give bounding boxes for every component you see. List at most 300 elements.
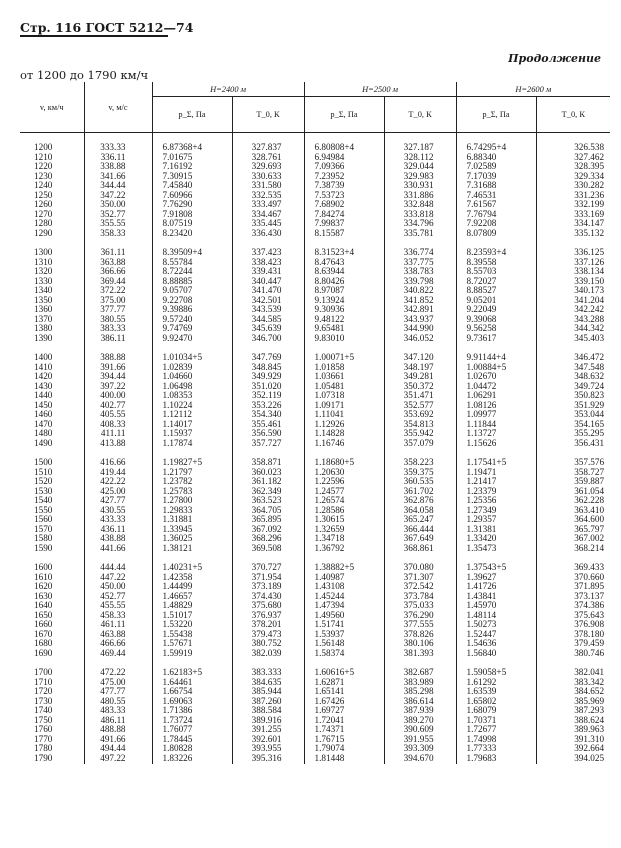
cell-speed-ms: 411.11 [84,429,152,439]
cell-pressure-h2500: 1.24577 [304,487,384,497]
group-header-h2400: H=2400 м [152,82,304,97]
cell-speed-ms: 469.44 [84,649,152,659]
cell-speed-kmh: 1580 [34,533,53,544]
cell-pressure-h2500: 1.49560 [304,611,384,621]
cell-speed-kmh: 1260 [34,199,53,210]
cell-pressure-h2500: 1.01858 [304,363,384,373]
cell-temp-h2600: 326.538 [536,133,610,153]
col-header-pressure: p_Σ, Па [152,97,232,133]
cell-pressure-h2600: 1.70371 [456,716,536,726]
cell-pressure-h2500: 7.99837 [304,219,384,229]
cell-temp-h2500: 367.649 [384,534,456,544]
cell-speed-ms: 422.22 [84,477,152,487]
cell-pressure-h2400: 1.04660 [152,372,232,382]
cell-pressure-h2600: 1.45970 [456,601,536,611]
cell-temp-h2400: 375.680 [232,601,304,611]
cell-speed-kmh: 1200 [34,142,53,152]
spacer-cell [20,554,84,564]
cell-temp-h2600: 351.929 [536,401,610,411]
cell-pressure-h2400: 1.21797 [152,468,232,478]
cell-pressure-h2400: 9.57240 [152,315,232,325]
cell-temp-h2400: 338.423 [232,258,304,268]
cell-temp-h2500: 366.444 [384,525,456,535]
cell-pressure-h2600: 1.39627 [456,573,536,583]
cell-temp-h2500: 375.033 [384,601,456,611]
cell-pressure-h2500: 1.47394 [304,601,384,611]
cell-speed-ms: 475.00 [84,678,152,688]
table-body [20,133,610,764]
cell-pressure-h2500: 9.83010 [304,334,384,344]
cell-pressure-h2400: 7.76290 [152,200,232,210]
cell-pressure-h2500: 1.53937 [304,630,384,640]
cell-temp-h2500: 330.931 [384,181,456,191]
cell-pressure-h2600: 1.56840 [456,649,536,659]
cell-speed-kmh: 1750 [34,714,53,725]
cell-speed-kmh: 1370 [34,313,53,324]
col-header-temperature: T_0, К [536,97,610,133]
cell-speed-kmh: 1220 [34,161,53,172]
cell-speed-ms: 488.88 [84,725,152,735]
group-header-h2600: H=2600 м [456,82,610,97]
cell-pressure-h2400: 1.36025 [152,534,232,544]
cell-pressure-h2500: 7.84274 [304,210,384,220]
cell-pressure-h2400: 1.25783 [152,487,232,497]
cell-speed-ms: 438.88 [84,534,152,544]
cell-pressure-h2500: 7.38739 [304,181,384,191]
page-header [20,20,193,35]
cell-speed-ms: 477.77 [84,687,152,697]
cell-temp-h2600: 329.334 [536,172,610,182]
cell-pressure-h2600: 1.35473 [456,544,536,554]
cell-pressure-h2400: 1.53220 [152,620,232,630]
cell-temp-h2400: 365.895 [232,515,304,525]
cell-temp-h2500: 348.197 [384,363,456,373]
cell-pressure-h2600: 1.37543+5 [456,563,536,573]
cell-temp-h2500: 359.375 [384,468,456,478]
cell-temp-h2400: 382.039 [232,649,304,659]
cell-temp-h2400: 344.585 [232,315,304,325]
cell-pressure-h2500: 7.09366 [304,162,384,172]
cell-temp-h2500: 336.774 [384,248,456,258]
cell-pressure-h2600: 1.04472 [456,382,536,392]
cell-temp-h2400: 336.430 [232,229,304,239]
cell-speed-ms: 483.33 [84,706,152,716]
cell-speed-kmh: 1730 [34,695,53,706]
cell-pressure-h2500: 1.58374 [304,649,384,659]
cell-temp-h2600: 373.137 [536,592,610,602]
cell-pressure-h2400: 1.10224 [152,401,232,411]
cell-temp-h2400: 355.461 [232,420,304,430]
cell-pressure-h2500: 1.14828 [304,429,384,439]
cell-pressure-h2500: 8.80426 [304,277,384,287]
cell-temp-h2400: 395.316 [232,754,304,764]
cell-pressure-h2600: 1.65802 [456,697,536,707]
cell-temp-h2500: 350.372 [384,382,456,392]
cell-pressure-h2400: 1.80828 [152,744,232,754]
page-label: Стр. 116 ГОСТ 5212—74 [20,20,194,35]
cell-temp-h2600: 362.228 [536,496,610,506]
cell-pressure-h2600: 1.43841 [456,592,536,602]
cell-speed-kmh: 1550 [34,504,53,515]
cell-temp-h2400: 378.201 [232,620,304,630]
cell-temp-h2600: 392.664 [536,744,610,754]
cell-pressure-h2500: 1.45244 [304,592,384,602]
speed-range-label: от 1200 до 1790 км/ч [20,68,149,82]
cell-temp-h2600: 380.746 [536,649,610,659]
cell-speed-ms: 333.33 [84,133,152,153]
cell-speed-kmh: 1310 [34,256,53,267]
cell-pressure-h2600: 1.33420 [456,534,536,544]
cell-speed-ms: 397.22 [84,382,152,392]
cell-pressure-h2400: 7.16192 [152,162,232,172]
cell-temp-h2400: 364.705 [232,506,304,516]
col-header-temperature: T_0, К [232,97,304,133]
cell-temp-h2600: 361.054 [536,487,610,497]
cell-temp-h2400: 367.092 [232,525,304,535]
cell-speed-ms: 363.88 [84,258,152,268]
cell-temp-h2600: 363.410 [536,506,610,516]
cell-pressure-h2600: 1.25356 [456,496,536,506]
cell-speed-ms: 416.66 [84,458,152,468]
cell-pressure-h2600: 9.73617 [456,334,536,344]
cell-pressure-h2400: 1.78445 [152,735,232,745]
cell-pressure-h2500: 1.72041 [304,716,384,726]
cell-pressure-h2600: 7.31688 [456,181,536,191]
cell-pressure-h2400: 1.73724 [152,716,232,726]
cell-temp-h2600: 378.180 [536,630,610,640]
spacer-cell [20,449,84,459]
cell-temp-h2500: 349.281 [384,372,456,382]
cell-temp-h2400: 393.955 [232,744,304,754]
cell-pressure-h2500: 1.05481 [304,382,384,392]
cell-pressure-h2500: 1.12926 [304,420,384,430]
cell-temp-h2500: 340.822 [384,286,456,296]
cell-speed-ms: 452.77 [84,592,152,602]
cell-temp-h2600: 383.342 [536,678,610,688]
cell-speed-ms: 436.11 [84,525,152,535]
cell-pressure-h2500: 1.74371 [304,725,384,735]
cell-pressure-h2600: 1.17541+5 [456,458,536,468]
cell-speed-ms: 461.11 [84,620,152,630]
cell-pressure-h2400: 6.87368+4 [152,133,232,153]
cell-speed-kmh: 1240 [34,180,53,191]
cell-temp-h2400: 354.340 [232,410,304,420]
cell-pressure-h2600: 1.13727 [456,429,536,439]
cell-temp-h2500: 357.079 [384,439,456,449]
cell-speed-ms: 377.77 [84,305,152,315]
cell-pressure-h2500: 1.67426 [304,697,384,707]
cell-temp-h2500: 376.290 [384,611,456,621]
cell-pressure-h2500: 1.76715 [304,735,384,745]
cell-speed-kmh: 1400 [34,352,53,363]
cell-temp-h2400: 356.590 [232,429,304,439]
cell-speed-ms: 441.66 [84,544,152,554]
cell-speed-kmh: 1670 [34,628,53,639]
cell-temp-h2400: 376.937 [232,611,304,621]
cell-speed-ms: 383.33 [84,324,152,334]
cell-speed-kmh: 1320 [34,266,53,277]
cell-temp-h2600: 387.293 [536,706,610,716]
cell-pressure-h2600: 7.92208 [456,219,536,229]
cell-temp-h2600: 365.797 [536,525,610,535]
cell-temp-h2600: 331.236 [536,191,610,201]
cell-speed-kmh: 1640 [34,600,53,611]
cell-temp-h2400: 335.445 [232,219,304,229]
cell-speed-kmh: 1610 [34,571,53,582]
cell-pressure-h2400: 1.42358 [152,573,232,583]
cell-speed-ms: 413.88 [84,439,152,449]
cell-pressure-h2600: 1.29357 [456,515,536,525]
table-row [20,229,610,239]
cell-pressure-h2400: 8.72244 [152,267,232,277]
cell-pressure-h2500: 1.81448 [304,754,384,764]
cell-temp-h2600: 354.165 [536,420,610,430]
cell-pressure-h2600: 1.63539 [456,687,536,697]
cell-temp-h2600: 340.173 [536,286,610,296]
cell-temp-h2600: 339.150 [536,277,610,287]
cell-speed-ms: 472.22 [84,668,152,678]
cell-speed-ms: 355.55 [84,219,152,229]
cell-pressure-h2400: 8.07519 [152,219,232,229]
cell-temp-h2600: 328.395 [536,162,610,172]
table-row [20,133,610,153]
cell-pressure-h2500: 9.30936 [304,305,384,315]
cell-speed-kmh: 1720 [34,686,53,697]
cell-pressure-h2400: 9.22708 [152,296,232,306]
cell-temp-h2500: 333.818 [384,210,456,220]
cell-pressure-h2600: 1.21417 [456,477,536,487]
cell-temp-h2400: 385.944 [232,687,304,697]
cell-temp-h2600: 394.025 [536,754,610,764]
cell-temp-h2400: 352.119 [232,391,304,401]
cell-pressure-h2500: 1.00071+5 [304,353,384,363]
cell-pressure-h2600: 1.06291 [456,391,536,401]
cell-speed-ms: 491.66 [84,735,152,745]
cell-temp-h2600: 388.624 [536,716,610,726]
cell-pressure-h2600: 1.74998 [456,735,536,745]
table-row [20,754,610,764]
cell-speed-kmh: 1780 [34,743,53,754]
cell-pressure-h2600: 8.39558 [456,258,536,268]
cell-temp-h2400: 327.837 [232,133,304,153]
cell-pressure-h2400: 9.74769 [152,324,232,334]
cell-temp-h2600: 359.887 [536,477,610,487]
cell-temp-h2600: 337.126 [536,258,610,268]
cell-temp-h2600: 371.895 [536,582,610,592]
cell-temp-h2500: 339.798 [384,277,456,287]
cell-temp-h2600: 385.969 [536,697,610,707]
cell-temp-h2500: 344.990 [384,324,456,334]
cell-temp-h2600: 358.727 [536,468,610,478]
cell-speed-kmh: 1760 [34,724,53,735]
cell-pressure-h2600: 8.72027 [456,277,536,287]
cell-speed-ms: 358.33 [84,229,152,239]
cell-pressure-h2400: 1.71386 [152,706,232,716]
cell-pressure-h2600: 1.72677 [456,725,536,735]
cell-pressure-h2500: 1.38882+5 [304,563,384,573]
cell-temp-h2500: 382.687 [384,668,456,678]
cell-pressure-h2400: 1.40231+5 [152,563,232,573]
cell-temp-h2400: 361.182 [232,477,304,487]
cell-temp-h2400: 358.871 [232,458,304,468]
cell-temp-h2500: 341.852 [384,296,456,306]
cell-speed-ms: 341.66 [84,172,152,182]
cell-speed-kmh: 1350 [34,294,53,305]
cell-temp-h2500: 342.891 [384,305,456,315]
cell-pressure-h2500: 1.32659 [304,525,384,535]
cell-temp-h2400: 380.752 [232,639,304,649]
cell-temp-h2500: 370.080 [384,563,456,573]
cell-temp-h2400: 383.333 [232,668,304,678]
cell-temp-h2500: 331.886 [384,191,456,201]
cell-pressure-h2600: 9.56258 [456,324,536,334]
cell-temp-h2500: 338.783 [384,267,456,277]
cell-pressure-h2400: 1.17874 [152,439,232,449]
cell-speed-kmh: 1390 [34,332,53,343]
cell-temp-h2400: 340.447 [232,277,304,287]
cell-temp-h2500: 380.106 [384,639,456,649]
cell-pressure-h2400: 1.83226 [152,754,232,764]
cell-temp-h2400: 368.296 [232,534,304,544]
cell-temp-h2400: 334.467 [232,210,304,220]
cell-pressure-h2400: 1.48829 [152,601,232,611]
cell-speed-kmh: 1570 [34,523,53,534]
cell-speed-kmh: 1710 [34,676,53,687]
cell-speed-ms: 466.66 [84,639,152,649]
cell-temp-h2400: 351.020 [232,382,304,392]
cell-pressure-h2400: 7.91808 [152,210,232,220]
cell-speed-kmh: 1440 [34,390,53,401]
cell-speed-ms: 402.77 [84,401,152,411]
cell-temp-h2400: 348.845 [232,363,304,373]
cell-speed-ms: 375.00 [84,296,152,306]
cell-speed-kmh: 1230 [34,170,53,181]
cell-pressure-h2400: 9.05707 [152,286,232,296]
cell-pressure-h2600: 1.54636 [456,639,536,649]
col-header-pressure: p_Σ, Па [304,97,384,133]
cell-temp-h2600: 338.134 [536,267,610,277]
cell-pressure-h2400: 1.64461 [152,678,232,688]
cell-pressure-h2500: 1.51741 [304,620,384,630]
cell-pressure-h2500: 1.69727 [304,706,384,716]
cell-temp-h2500: 329.044 [384,162,456,172]
cell-pressure-h2600: 9.39068 [456,315,536,325]
cell-speed-kmh: 1650 [34,609,53,620]
cell-temp-h2400: 392.601 [232,735,304,745]
cell-temp-h2500: 329.983 [384,172,456,182]
cell-pressure-h2400: 1.15937 [152,429,232,439]
cell-speed-kmh: 1660 [34,619,53,630]
cell-pressure-h2600: 7.61567 [456,200,536,210]
cell-speed-ms: 408.33 [84,420,152,430]
cell-pressure-h2400: 1.76077 [152,725,232,735]
cell-speed-kmh: 1280 [34,218,53,229]
cell-temp-h2500: 389.270 [384,716,456,726]
cell-temp-h2500: 372.542 [384,582,456,592]
cell-temp-h2400: 387.260 [232,697,304,707]
cell-speed-kmh: 1530 [34,485,53,496]
cell-temp-h2400: 349.929 [232,372,304,382]
cell-pressure-h2600: 1.11844 [456,420,536,430]
cell-pressure-h2400: 1.08353 [152,391,232,401]
cell-temp-h2500: 394.670 [384,754,456,764]
cell-temp-h2400: 369.508 [232,544,304,554]
cell-temp-h2400: 362.349 [232,487,304,497]
cell-temp-h2600: 384.652 [536,687,610,697]
cell-temp-h2600: 335.132 [536,229,610,239]
cell-speed-kmh: 1560 [34,514,53,525]
cell-temp-h2400: 332.535 [232,191,304,201]
cell-pressure-h2600: 1.77333 [456,744,536,754]
cell-pressure-h2600: 1.59058+5 [456,668,536,678]
cell-temp-h2600: 369.433 [536,563,610,573]
col-header-temperature: T_0, К [384,97,456,133]
cell-speed-ms: 463.88 [84,630,152,640]
cell-speed-ms: 494.44 [84,744,152,754]
cell-temp-h2400: 330.633 [232,172,304,182]
cell-pressure-h2500: 1.28586 [304,506,384,516]
cell-pressure-h2500: 1.20630 [304,468,384,478]
cell-pressure-h2500: 1.07318 [304,391,384,401]
cell-temp-h2500: 335.781 [384,229,456,239]
cell-pressure-h2400: 9.39886 [152,305,232,315]
cell-temp-h2500: 327.187 [384,133,456,153]
cell-speed-kmh: 1210 [34,151,53,162]
cell-pressure-h2600: 6.74295+4 [456,133,536,153]
cell-pressure-h2500: 1.11041 [304,410,384,420]
cell-temp-h2500: 365.247 [384,515,456,525]
cell-speed-ms: 458.33 [84,611,152,621]
cell-speed-kmh: 1690 [34,647,53,658]
cell-temp-h2500: 355.942 [384,429,456,439]
cell-temp-h2600: 333.169 [536,210,610,220]
cell-temp-h2500: 328.112 [384,153,456,163]
cell-speed-kmh: 1680 [34,638,53,649]
cell-pressure-h2500: 1.16746 [304,439,384,449]
cell-pressure-h2600: 1.52447 [456,630,536,640]
cell-pressure-h2400: 1.38121 [152,544,232,554]
cell-speed-ms: 430.55 [84,506,152,516]
cell-speed-kmh: 1700 [34,667,53,678]
cell-temp-h2500: 385.298 [384,687,456,697]
cell-pressure-h2400: 1.51017 [152,611,232,621]
cell-speed-ms: 350.00 [84,200,152,210]
cell-temp-h2600: 356.431 [536,439,610,449]
cell-pressure-h2600: 1.00884+5 [456,363,536,373]
cell-temp-h2400: 370.727 [232,563,304,573]
cell-pressure-h2400: 1.57671 [152,639,232,649]
cell-temp-h2600: 344.342 [536,324,610,334]
cell-temp-h2500: 360.535 [384,477,456,487]
cell-temp-h2500: 386.614 [384,697,456,707]
group-header-h2500: H=2500 м [304,82,456,97]
cell-temp-h2500: 368.861 [384,544,456,554]
cell-temp-h2600: 348.632 [536,372,610,382]
cell-temp-h2500: 371.307 [384,573,456,583]
cell-pressure-h2600: 9.05201 [456,296,536,306]
cell-speed-ms: 480.55 [84,697,152,707]
cell-pressure-h2600: 1.09977 [456,410,536,420]
cell-temp-h2400: 331.580 [232,181,304,191]
cell-speed-kmh: 1330 [34,275,53,286]
cell-temp-h2400: 337.423 [232,248,304,258]
cell-temp-h2600: 367.002 [536,534,610,544]
cell-temp-h2600: 382.041 [536,668,610,678]
cell-temp-h2500: 378.826 [384,630,456,640]
cell-pressure-h2400: 8.55784 [152,258,232,268]
cell-temp-h2500: 332.848 [384,200,456,210]
cell-pressure-h2600: 8.07809 [456,229,536,239]
